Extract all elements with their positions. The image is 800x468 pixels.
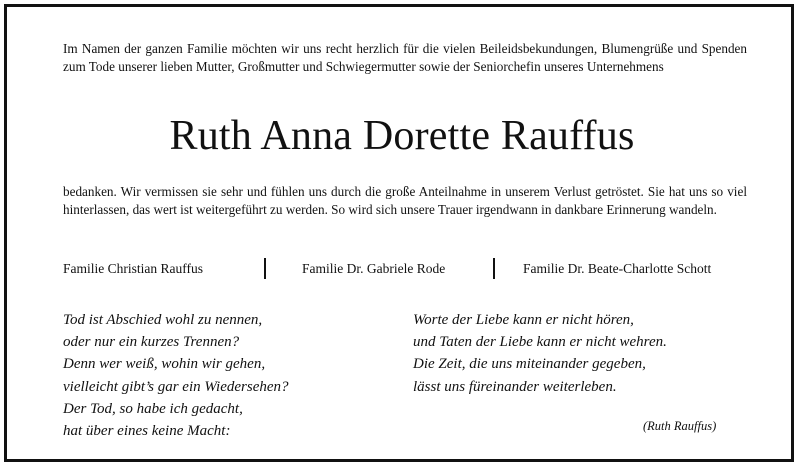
poem-right-column: [413, 309, 667, 398]
family-name-3: Familie Dr. Beate-Charlotte Schott: [523, 261, 712, 276]
poem-line: Worte der Liebe kann er nicht hören,: [413, 312, 634, 328]
thanks-paragraph: bedanken. Wir vermissen sie sehr und fühlen uns durch die große Anteilnahme in unserem Verlust getröstet. Sie hat uns so viel hinterlassen, das wert ist weitergeführt zu werden. So wird sich unsere Trauer irgendwann in dankbare Erinnerung wandeln.: [63, 184, 747, 217]
poem-line: lässt uns füreinander weiterleben.: [413, 378, 617, 395]
family-name-1: Familie Christian Rauffus: [63, 261, 203, 276]
family-separator-2: [493, 258, 495, 279]
poem-line: hat über eines keine Macht:: [63, 423, 231, 440]
poem-credit: (Ruth Rauffus): [643, 419, 717, 433]
poem-line: Tod ist Abschied wohl zu nennen,: [63, 312, 263, 328]
poem-line: vielleicht gibt’s gar ein Wiedersehen?: [63, 378, 289, 395]
poem-left-column: [63, 309, 289, 442]
poem-line: Denn wer weiß, wohin wir gehen,: [63, 356, 266, 373]
intro-paragraph: Im Namen der ganzen Familie möchten wir uns recht herzlich für die vielen Beileidsbekundungen, Blumengrüße und Spenden zum Tode unserer lieben Mutter, Großmutter und Schwiegermutter sowie der Seniorchefin unseres Unternehmens: [63, 41, 747, 74]
family-name-2: Familie Dr. Gabriele Rode: [302, 261, 446, 276]
deceased-name-heading: Ruth Anna Dorette Rauffus: [169, 113, 635, 159]
family-separator-1: [264, 258, 266, 279]
family-signatures: [63, 258, 753, 280]
notice-frame: [4, 4, 794, 462]
poem-line: und Taten der Liebe kann er nicht wehren.: [413, 334, 667, 351]
poem-line: oder nur ein kurzes Trennen?: [63, 334, 240, 351]
poem-line: Die Zeit, die uns miteinander gegeben,: [413, 356, 646, 373]
poem-line: Der Tod, so habe ich gedacht,: [63, 400, 243, 417]
